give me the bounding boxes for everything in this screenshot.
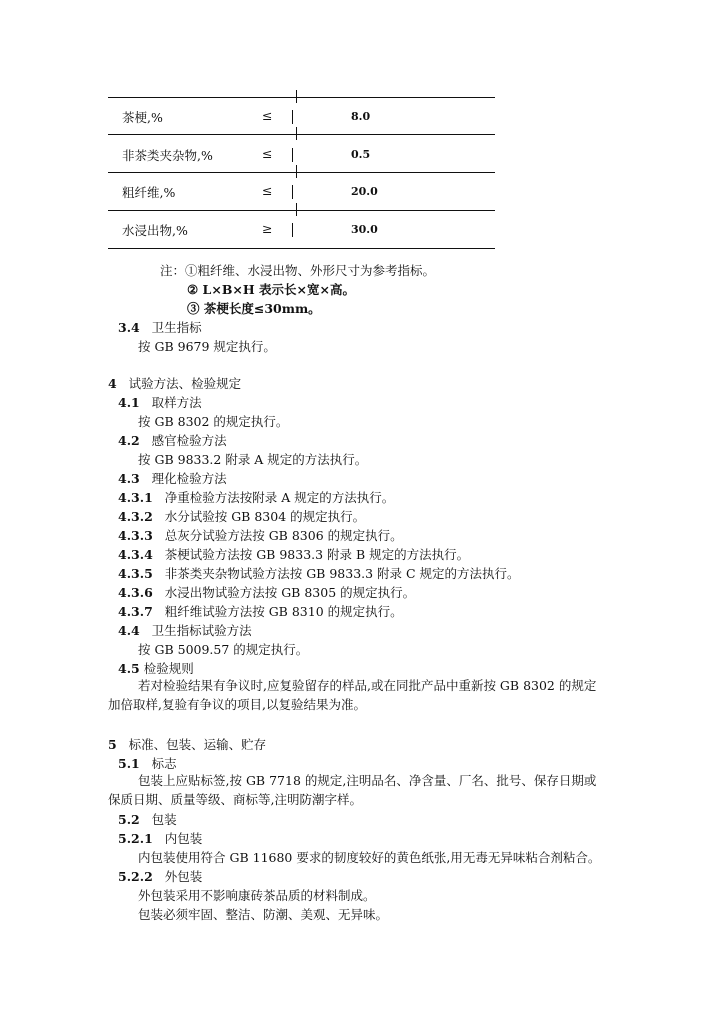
section-heading xyxy=(118,621,252,639)
item-number: 4.3.4 xyxy=(118,547,153,562)
indicator-value: 20.0 xyxy=(351,185,378,198)
section-title: 卫生指标 xyxy=(151,320,202,335)
section-body: 按 GB 9679 规定执行。 xyxy=(138,339,276,354)
section-heading xyxy=(118,431,227,449)
table-rule xyxy=(108,134,495,135)
section-heading xyxy=(118,469,227,487)
table-note: ③ 茶梗长度≤30mm。 xyxy=(187,301,321,316)
table-rule-tick xyxy=(296,203,297,211)
section-number: 3.4 xyxy=(118,320,140,335)
section-title: 内包装 xyxy=(164,831,203,846)
section-number: 5.2 xyxy=(118,812,140,827)
indicator-value: 30.0 xyxy=(351,223,378,236)
section-title: 包装 xyxy=(151,812,177,827)
list-item xyxy=(118,488,394,506)
section-number: 4.2 xyxy=(118,433,140,448)
section-number: 4.5 xyxy=(118,661,140,676)
section-heading xyxy=(118,829,202,847)
item-text: 总灰分试验方法按 GB 8306 的规定执行。 xyxy=(164,528,403,543)
list-item xyxy=(118,583,415,601)
section-number: 4.1 xyxy=(118,395,140,410)
section-title: 试验方法、检验规定 xyxy=(128,376,242,391)
indicator-name: 粗纤维,% xyxy=(122,185,176,200)
table-rule-tick xyxy=(296,135,297,140)
item-number: 4.3.3 xyxy=(118,528,153,543)
section-heading xyxy=(118,754,177,772)
table-rule-tick xyxy=(296,173,297,178)
section-title: 外包装 xyxy=(164,869,203,884)
section-number: 4.4 xyxy=(118,623,140,638)
indicator-name: 非茶类夹杂物,% xyxy=(122,148,213,163)
section-number: 5.1 xyxy=(118,756,140,771)
indicator-name: 水浸出物,% xyxy=(122,223,188,238)
item-text: 水分试验按 GB 8304 的规定执行。 xyxy=(164,509,366,524)
table-rule xyxy=(108,97,495,98)
section-heading xyxy=(108,735,266,753)
column-divider xyxy=(292,185,293,199)
indicator-value: 8.0 xyxy=(351,110,371,123)
table-rule xyxy=(108,172,495,173)
table-note: ② L×B×H 表示长×宽×高。 xyxy=(187,282,355,297)
section-title: 感官检验方法 xyxy=(151,433,227,448)
list-item xyxy=(118,602,403,620)
column-divider xyxy=(292,148,293,162)
section-body: 外包装采用不影响康砖茶品质的材料制成。 xyxy=(138,888,376,903)
section-title: 卫生指标试验方法 xyxy=(151,623,252,638)
item-text: 茶梗试验方法按 GB 9833.3 附录 B 规定的方法执行。 xyxy=(164,547,470,562)
item-text: 净重检验方法按附录 A 规定的方法执行。 xyxy=(164,490,395,505)
item-number: 4.3.7 xyxy=(118,604,153,619)
item-number: 4.3.6 xyxy=(118,585,153,600)
section-body: 包装上应贴标签,按 GB 7718 的规定,注明品名、净含量、厂名、批号、保存日期或保质日期、质量等级、商标等,注明防潮字样。 xyxy=(108,773,597,807)
table-rule-tick xyxy=(296,90,297,98)
table-rule-tick xyxy=(296,98,297,103)
item-text: 非茶类夹杂物试验方法按 GB 9833.3 附录 C 规定的方法执行。 xyxy=(164,566,520,581)
section-number: 5.2.1 xyxy=(118,831,153,846)
section-heading xyxy=(118,393,202,411)
column-divider xyxy=(292,223,293,237)
section-body: 包装必须牢固、整洁、防潮、美观、无异味。 xyxy=(138,907,389,922)
item-number: 4.3.1 xyxy=(118,490,153,505)
section-heading xyxy=(118,318,202,336)
section-title: 理化检验方法 xyxy=(151,471,227,486)
item-text: 水浸出物试验方法按 GB 8305 的规定执行。 xyxy=(164,585,416,600)
section-title: 标准、包装、运输、贮存 xyxy=(128,737,267,752)
section-heading xyxy=(118,867,202,885)
section-number: 5.2.2 xyxy=(118,869,153,884)
table-note: 注：①粗纤维、水浸出物、外形尺寸为参考指标。 xyxy=(160,263,436,278)
section-heading xyxy=(118,810,177,828)
indicator-value: 0.5 xyxy=(351,148,371,161)
section-body: 按 GB 5009.57 的规定执行。 xyxy=(138,642,309,657)
item-text: 粗纤维试验方法按 GB 8310 的规定执行。 xyxy=(164,604,403,619)
section-title: 检验规则 xyxy=(143,661,194,676)
section-number: 5 xyxy=(108,737,117,752)
section-title: 取样方法 xyxy=(151,395,202,410)
section-body: 内包装使用符合 GB 11680 要求的韧度较好的黄色纸张,用无毒无异味粘合剂粘合。 xyxy=(138,850,601,865)
section-body: 按 GB 9833.2 附录 A 规定的方法执行。 xyxy=(138,452,368,467)
indicator-operator: ≤ xyxy=(262,108,273,123)
indicator-operator: ≥ xyxy=(262,221,273,236)
table-rule-tick xyxy=(296,127,297,135)
section-number: 4 xyxy=(108,376,117,391)
table-rule xyxy=(108,210,495,211)
item-number: 4.3.5 xyxy=(118,566,153,581)
table-rule xyxy=(108,248,495,249)
section-heading xyxy=(118,659,194,677)
section-body: 按 GB 8302 的规定执行。 xyxy=(138,414,289,429)
list-item xyxy=(118,507,365,525)
indicator-operator: ≤ xyxy=(262,183,273,198)
column-divider xyxy=(292,110,293,124)
item-number: 4.3.2 xyxy=(118,509,153,524)
table-rule-tick xyxy=(296,165,297,173)
list-item xyxy=(118,564,520,582)
indicator-operator: ≤ xyxy=(262,146,273,161)
section-number: 4.3 xyxy=(118,471,140,486)
section-body: 若对检验结果有争议时,应复验留存的样品,或在同批产品中重新按 GB 8302 的规定加倍取样,复验有争议的项目,以复验结果为准。 xyxy=(108,678,597,712)
list-item xyxy=(118,526,403,544)
table-rule-tick xyxy=(296,211,297,216)
indicator-name: 茶梗,% xyxy=(122,110,163,125)
section-heading xyxy=(108,374,241,392)
list-item xyxy=(118,545,469,563)
section-title: 标志 xyxy=(151,756,177,771)
